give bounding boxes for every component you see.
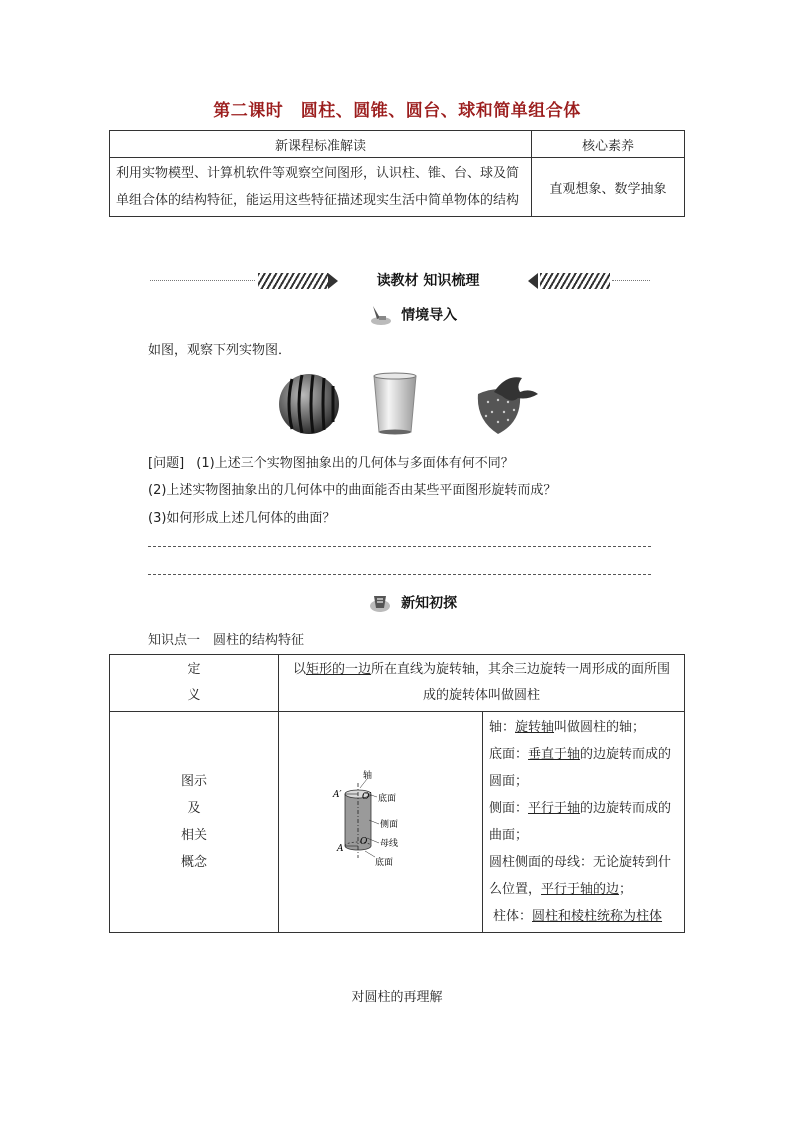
concept-base — [489, 741, 678, 795]
label-axis: 轴 — [363, 771, 373, 781]
strawberry-image — [472, 372, 544, 436]
label-a: A — [337, 844, 344, 854]
brush-icon — [368, 304, 392, 326]
question-label: [问题] — [148, 456, 185, 471]
concept-base-pre: 底面： — [489, 747, 529, 762]
label-a-prime: A′ — [333, 790, 342, 800]
concept-prism-pre: 柱体： — [493, 909, 533, 924]
concept-prism-key: 圆柱和棱柱统称为柱体 — [532, 909, 663, 924]
question-3: (3)如何形成上述几何体的曲面？ — [148, 511, 336, 526]
arrow-left-icon — [528, 273, 538, 289]
definition-pre: 以 — [292, 662, 306, 677]
concept-lateral-post: 的边旋转而成的曲面； — [489, 801, 672, 843]
literacy-header: 核心素养 — [532, 131, 685, 158]
concept-lateral-key: 平行于轴 — [528, 801, 581, 816]
concept-base-key: 垂直于轴 — [528, 747, 581, 762]
situation-heading — [368, 304, 457, 326]
concept-base-post: 的边旋转而成的圆面； — [489, 747, 672, 789]
figure-label-cell — [110, 712, 279, 933]
cylinder-diagram — [279, 713, 482, 931]
answer-line-1 — [148, 546, 651, 547]
concept-axis — [489, 714, 678, 741]
subsection-title: 对圆柱的再理解 — [351, 990, 443, 1005]
figure-label-2: 及 — [187, 801, 201, 816]
definition-label-cell — [110, 655, 279, 712]
question-2: (2)上述实物图抽象出的几何体中的曲面能否由某些平面图形旋转而成？ — [148, 483, 557, 498]
curriculum-standards-table — [109, 130, 685, 217]
literacy-content: 直观想象、数学抽象 — [532, 158, 685, 217]
cylinder-diagram-cell — [279, 712, 483, 933]
standards-content: 利用实物模型、计算机软件等观察空间图形，认识柱、锥、台、球及简单组合体的结构特征，能运用这些特征描述现实生活中简单物体的结构 — [110, 158, 532, 217]
label-generatrix: 母线 — [380, 839, 399, 849]
figure-label-4: 概念 — [180, 855, 207, 870]
label-o-prime: O′ — [362, 792, 372, 802]
knowledge-point-title: 知识点一 圆柱的结构特征 — [148, 633, 305, 648]
definition-label-2: 义 — [187, 688, 201, 703]
concept-generatrix-post: ； — [619, 882, 633, 897]
figure-label-3: 相关 — [180, 828, 207, 843]
question-1-text: (1)上述三个实物图抽象出的几何体与多面体有何不同？ — [196, 456, 514, 471]
book-icon — [368, 592, 392, 614]
arrow-right-icon — [328, 273, 338, 289]
answer-line-2 — [148, 574, 651, 575]
situation-title: 情境导入 — [401, 307, 458, 324]
standards-header: 新课程标准解读 — [110, 131, 532, 158]
situation-intro: 如图，观察下列实物图． — [148, 343, 292, 358]
concept-generatrix-key: 平行于轴的边 — [541, 882, 620, 897]
definition-label-1: 定 — [187, 662, 201, 677]
label-o: O — [360, 837, 368, 847]
label-lateral: 侧面 — [380, 820, 399, 830]
watermelon-image — [278, 373, 340, 435]
banner-title: 读教材 知识梳理 — [376, 273, 480, 289]
label-top-base: 底面 — [378, 794, 397, 804]
concept-lateral-pre: 侧面： — [489, 801, 529, 816]
paper-cup-image — [372, 372, 418, 436]
concept-lateral — [489, 795, 678, 849]
section-banner — [150, 270, 650, 292]
definition-post: 所在直线为旋转轴，其余三边旋转一周形成的面所围成的旋转体叫做圆柱 — [371, 662, 671, 703]
question-1 — [148, 452, 514, 471]
new-knowledge-heading — [368, 592, 457, 614]
concept-prism — [493, 903, 678, 930]
definition-cell — [279, 655, 685, 712]
label-bottom-base: 底面 — [375, 858, 394, 868]
concepts-cell — [483, 712, 685, 933]
concept-axis-post: 叫做圆柱的轴； — [554, 720, 646, 735]
figure-label-1: 图示 — [180, 774, 207, 789]
concept-axis-key: 旋转轴 — [515, 720, 555, 735]
concept-generatrix-pre: 圆柱侧面的母线：无论旋转到什么位置， — [489, 855, 672, 897]
new-knowledge-title: 新知初探 — [401, 595, 458, 612]
page-title: 第二课时 圆柱、圆锥、圆台、球和简单组合体 — [213, 101, 581, 121]
definition-key-term: 矩形的一边 — [305, 662, 371, 677]
cylinder-structure-table — [109, 654, 685, 933]
concept-generatrix — [489, 849, 678, 903]
concept-axis-pre: 轴： — [489, 720, 516, 735]
